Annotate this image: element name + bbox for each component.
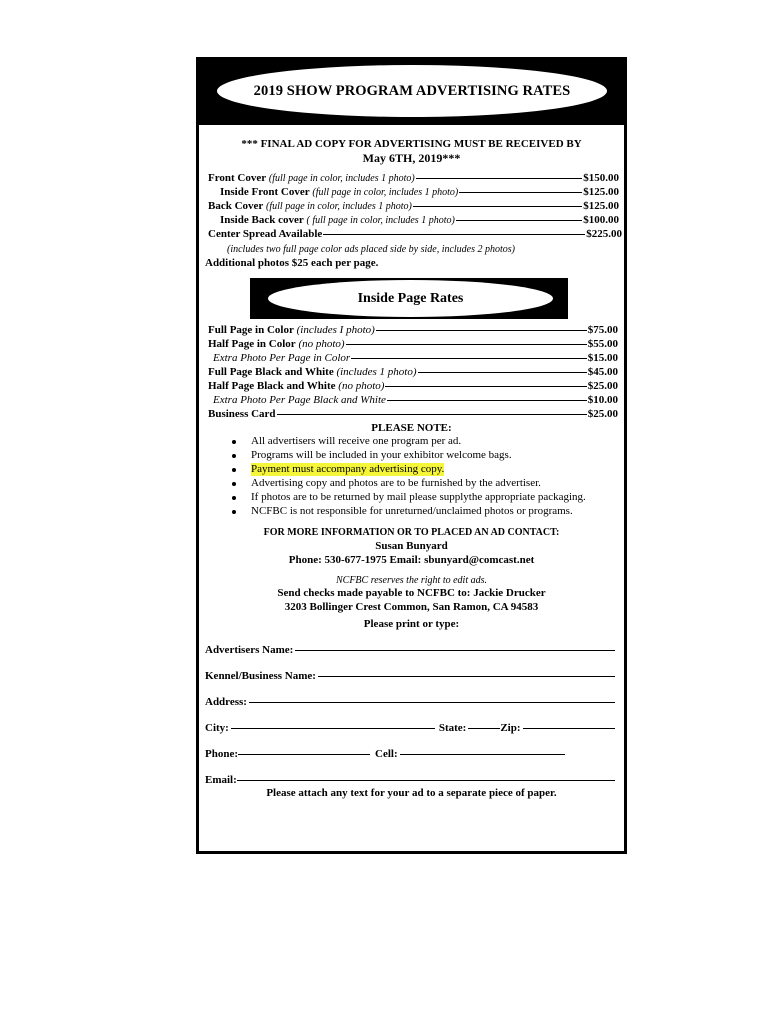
rate-label: Front Cover [208,172,267,184]
leader-line [277,414,587,415]
inside-rates-title: Inside Page Rates [357,290,464,306]
advertiser-name-field[interactable] [205,644,615,657]
deadline-line-1: *** FINAL AD COPY FOR ADVERTISING MUST BE RECEIVED BY [241,138,582,150]
note-item: Advertising copy and photos are to be furnished by the advertiser. [251,477,541,489]
rate-label: Inside Back cover [220,214,304,226]
center-spread-note: (includes two full page color ads placed side by side, includes 2 photos) [227,244,516,255]
city-label: City: [205,722,229,734]
rate-label: Back Cover [208,200,264,212]
note-item: If photos are to be returned by mail please supplythe appropriate packaging. [251,491,586,503]
rate-note: (full page in color, includes 1 photo) [266,201,412,212]
inside-rates-ellipse [268,280,553,317]
rate-note: Extra Photo Per Page Black and White [213,394,386,406]
rate-note: (includes I photo) [296,324,375,336]
city-line[interactable] [231,728,435,729]
field-label: Kennel/Business Name: [205,670,316,682]
inside-rate-row [208,366,618,379]
inside-rate-row [208,380,618,393]
cell-label: Cell: [375,748,398,760]
leader-line [346,344,587,345]
leader-line [459,192,582,193]
cell-line[interactable] [400,754,565,755]
state-line[interactable] [468,728,500,729]
zip-label: Zip: [500,722,521,734]
leader-line [385,386,586,387]
rate-price: $45.00 [587,366,618,378]
bullet-icon [232,454,236,458]
inside-rate-row [208,324,618,337]
rate-label: Half Page Black and White [208,380,336,392]
note-item: Programs will be included in your exhibitor welcome bags. [251,449,512,461]
inside-rate-row [213,352,618,365]
field-label: Address: [205,696,247,708]
bullet-icon [232,482,236,486]
note-item: NCFBC is not responsible for unreturned/unclaimed photos or programs. [251,505,573,517]
zip-line[interactable] [523,728,615,729]
rate-price: $55.00 [587,338,618,350]
edit-notice: NCFBC reserves the right to edit ads. [335,575,487,586]
rate-price: $125.00 [583,200,619,212]
bullet-icon [232,510,236,514]
leader-line [376,330,587,331]
rate-label: Business Card [208,408,276,420]
field-label: Email: [205,774,237,786]
rate-note: (full page in color, includes 1 photo) [268,173,415,184]
bullet-icon [232,468,236,472]
title-banner [199,60,624,125]
rate-sheet [196,57,627,854]
title-ellipse [217,65,607,117]
print-instruction: Please print or type: [363,618,460,630]
write-line[interactable] [237,780,615,781]
city-state-zip-row [205,722,615,735]
kennel-business-field[interactable] [205,670,615,683]
rate-label: Full Page Black and White [208,366,334,378]
leader-line [416,178,583,179]
leader-line [418,372,587,373]
leader-line [456,220,582,221]
note-item: All advertisers will receive one program per ad. [251,435,462,447]
rate-note: (no photo) [338,380,385,392]
phone-line[interactable] [238,754,370,755]
phone-label: Phone: [205,748,238,760]
rate-row-center-spread [208,228,622,241]
rate-price: $25.00 [587,408,618,420]
deadline-line-2: May 6TH, 2019*** [362,151,461,165]
rate-label: Full Page in Color [208,324,294,336]
write-line[interactable] [295,650,615,651]
rate-label: Half Page in Color [208,338,296,350]
rate-row-front-cover [208,172,619,185]
please-note-heading: PLEASE NOTE: [371,422,452,434]
field-label: Advertisers Name: [205,644,294,656]
phone-cell-row [205,748,565,761]
address-field[interactable] [205,696,615,709]
bullet-icon [232,440,236,444]
inside-rate-row [213,394,618,407]
attach-instruction: Please attach any text for your ad to a separate piece of paper. [266,787,557,799]
mailing-address: 3203 Bollinger Crest Common, San Ramon, CA 94583 [284,601,539,613]
rate-price: $10.00 [587,394,618,406]
inside-rate-row [208,338,618,351]
rate-price: $15.00 [587,352,618,364]
inside-rate-row [208,408,618,421]
additional-photos: Additional photos $25 each per page. [205,257,379,269]
leader-line [387,400,587,401]
rate-price: $225.00 [586,228,622,240]
rate-note: (includes 1 photo) [336,366,417,378]
rate-row-back-cover [208,200,619,213]
rate-price: $125.00 [583,186,619,198]
checks-payable: Send checks made payable to NCFBC to: Jackie Drucker [277,587,546,599]
rate-note: Extra Photo Per Page in Color [213,352,351,364]
contact-name: Susan Bunyard [375,540,448,552]
contact-phone-email: Phone: 530-677-1975 Email: sbunyard@comcast.net [288,554,535,566]
rate-price: $25.00 [587,380,618,392]
inside-rates-banner [250,278,568,319]
state-label: State: [438,722,467,734]
bullet-icon [232,496,236,500]
rate-note: ( full page in color, includes 1 photo) [306,215,455,226]
rate-label: Center Spread Available [208,228,323,240]
contact-heading: FOR MORE INFORMATION OR TO PLACED AN AD CONTACT: [263,527,560,538]
rate-label: Inside Front Cover [220,186,310,198]
leader-line [323,234,585,235]
write-line[interactable] [249,702,615,703]
leader-line [413,206,582,207]
email-field[interactable] [205,774,615,787]
rate-row-inside-front-cover [220,186,619,199]
write-line[interactable] [318,676,615,677]
rate-price: $75.00 [587,324,618,336]
page-title: 2019 SHOW PROGRAM ADVERTISING RATES [253,82,571,99]
rate-row-inside-back-cover [220,214,619,227]
rate-note: (full page in color, includes 1 photo) [312,187,459,198]
leader-line [351,358,587,359]
note-item-highlighted: Payment must accompany advertising copy. [251,463,445,475]
rate-price: $150.00 [583,172,619,184]
rate-note: (no photo) [298,338,345,350]
rate-price: $100.00 [583,214,619,226]
